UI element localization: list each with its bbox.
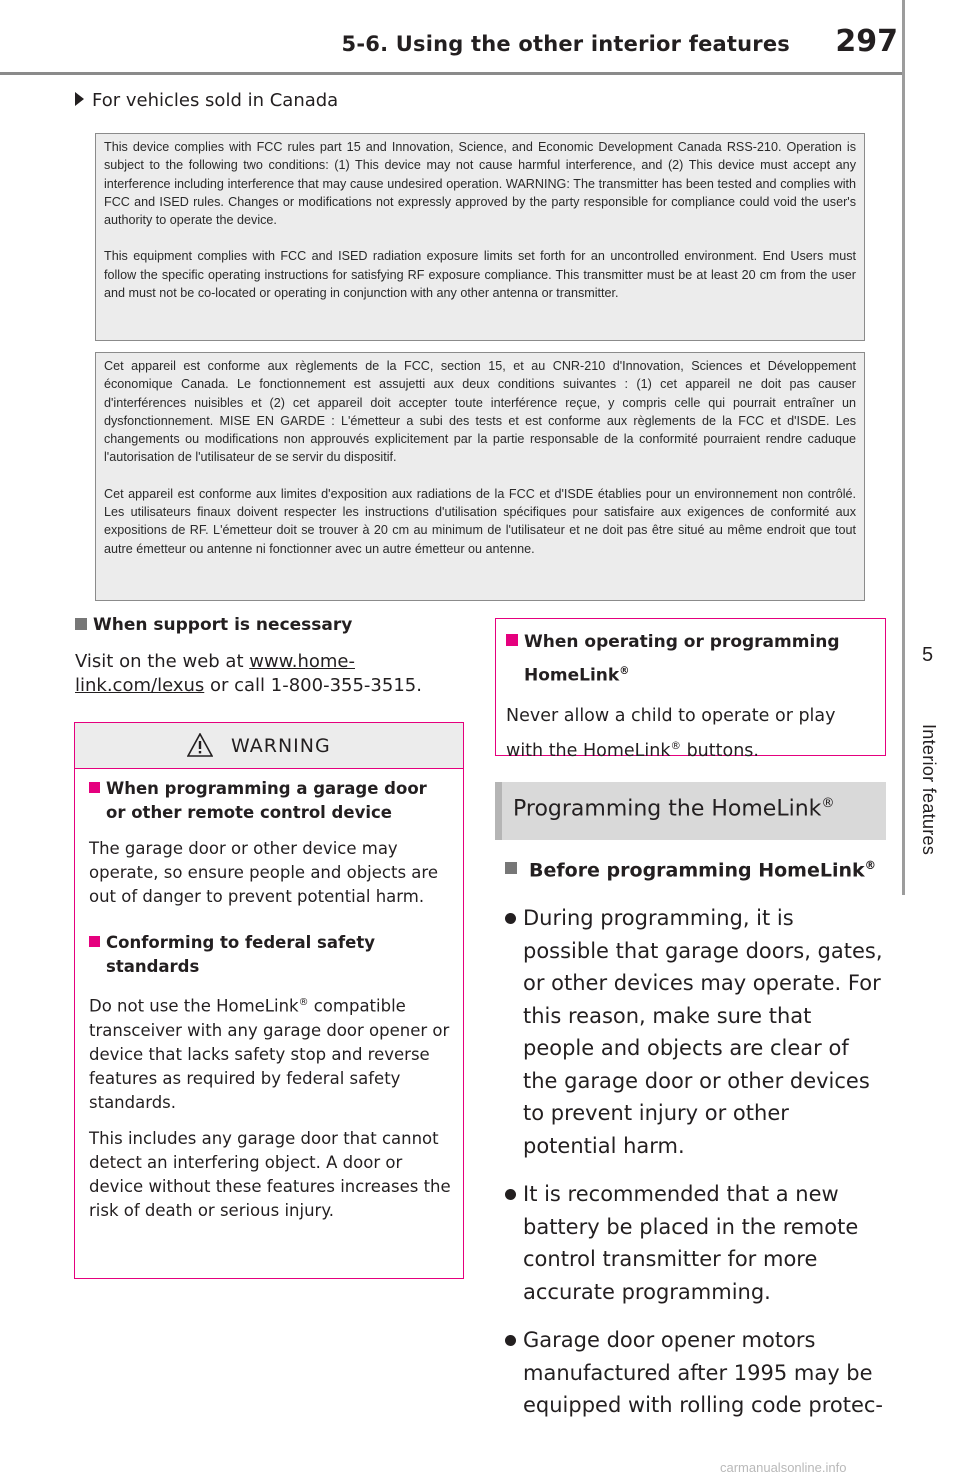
page-number: 297 (835, 24, 898, 59)
warning-box (74, 722, 464, 1279)
chapter-number: 5 (922, 644, 934, 666)
list-item: It is recommended that a new battery be placed in the remote control transmitter for more accurate programming. (505, 1178, 883, 1308)
canada-label: For vehicles sold in Canada (92, 90, 339, 111)
warning-paragraph: The garage door or other device may operate, so ensure people and objects are out of danger to prevent potential harm. (89, 839, 438, 906)
pink-square-bullet-icon (89, 782, 100, 793)
warning-paragraph: This includes any garage door that cannot detect an interfering object. A door or device without these features increases the risk of death or serious injury. (89, 1128, 451, 1220)
programming-bullet-list (505, 902, 883, 1438)
chapter-name: Interior features (919, 724, 939, 856)
warning-triangle-icon (187, 733, 213, 757)
bullet-dot-icon (505, 1335, 516, 1346)
square-bullet-icon (505, 862, 517, 874)
list-item: During programming, it is possible that garage doors, gates, or other devices may operate. For this reason, make sure that people and objects are clear of the garage door or other devices to prevent injury or other potential harm. (505, 902, 883, 1162)
operating-caution-box (495, 618, 886, 761)
square-bullet-icon (75, 618, 87, 630)
programming-title: Programming the HomeLink® (513, 796, 835, 822)
warning-label: WARNING (231, 735, 331, 757)
warning-header (75, 723, 463, 769)
fcc-notice-en-p1: This device complies with FCC rules part 15 and Innovation, Science, and Economic Development Canada RSS-210. Operation is subject to the following two conditions: (1) This device may not cause harmful interference, and (2) This device must accept any interference including interference that may cause undesired operation. WARNING: The transmitter has been tested and complies with FCC and ISED rules. Changes or modifications not expressly approved by the party responsible for compliance could void the user's authority to operate the device. (104, 140, 856, 228)
warning-paragraph: Do not use the HomeLink® compatible transceiver with any garage door opener or device that lacks safety stop and reverse features as required by federal safety standards. (89, 996, 450, 1112)
fcc-notice-fr-p2: Cet appareil est conforme aux limites d'exposition aux radiations de la FCC et d'ISDE établies pour un environnement non contrôlé. Les utilisateurs finaux doivent respecter les instructions d'utilisation spécifiques pour satisfaire aux exigences de conformité aux expositions de RF. L'émetteur doit se trouver à 20 cm au minimum de l'utilisateur et ne doit pas être situé au même endroit que tout autre émetteur ou antenne ni fonctionner avec un autre émetteur ou antenne. (104, 486, 856, 556)
section-title: 5-6. Using the other interior features (341, 32, 790, 56)
operating-caution-body (506, 627, 874, 765)
pink-square-bullet-icon (506, 634, 518, 646)
fcc-notice-en-p2: This equipment complies with FCC and ISED radiation exposure limits set forth for an uncontrolled environment. End Users must follow the specific operating instructions for satisfying RF exposure compliance. This transmitter must be at least 20 cm from the user and must not be co-located or operating in conjunction with any other antenna or transmitter. (104, 249, 856, 301)
operating-heading: When operating or programming HomeLink® (506, 627, 874, 691)
side-tab-rule (902, 585, 905, 895)
fcc-notice-english (95, 133, 865, 341)
programming-title-bar (495, 782, 886, 840)
fcc-notice-fr-p1: Cet appareil est conforme aux règlements de la FCC, section 15, et au CNR-210 d'Innovation, Sciences et Développement économique Canada. Le fonctionnement est assujetti aux deux conditions suivantes : (1) cet appareil ne doit pas causer d'interférences nuisibles et (2) cet appareil doit accepter toute interférence reçue, y compris celle qui pourrait entraîner un dysfonctionnement. MISE EN GARDE : L'émetteur a subi des tests et est conforme aux règlements de la FCC et d'ISDE. Les changements ou modifications non approuvés explicitement par la partie responsable de la conformité pourraient rendre caduque l'autorisation de l'utilisateur de se servir du dispositif. (104, 359, 856, 465)
title-bar-accent (495, 782, 502, 840)
warning-body (89, 777, 451, 1223)
before-programming-heading: Before programming HomeLink® (505, 858, 876, 881)
operating-text: Never allow a child to operate or play with the HomeLink® buttons. (506, 705, 836, 761)
header-rule (0, 72, 902, 75)
support-text: Visit on the web at www.home-link.com/lexus or call 1-800-355-3515. (75, 651, 422, 696)
homelink-website-link[interactable]: www.home-link.com/lexus (75, 651, 355, 696)
pink-square-bullet-icon (89, 936, 100, 947)
canada-subheading (75, 90, 338, 111)
list-item: Garage door opener motors manufactured after 1995 may be equipped with rolling code protec- (505, 1324, 883, 1422)
support-heading: When support is necessary (75, 615, 352, 635)
fcc-notice-french (95, 352, 865, 601)
warning-subheading-programming: When programming a garage door or other remote control device (89, 777, 451, 825)
watermark: carmanualsonline.info (720, 1460, 847, 1475)
warning-subheading-safety: Conforming to federal safety standards (89, 931, 451, 979)
bullet-dot-icon (505, 913, 516, 924)
bullet-dot-icon (505, 1189, 516, 1200)
side-tab-rule-top (902, 0, 905, 585)
triangle-bullet-icon (75, 92, 84, 106)
